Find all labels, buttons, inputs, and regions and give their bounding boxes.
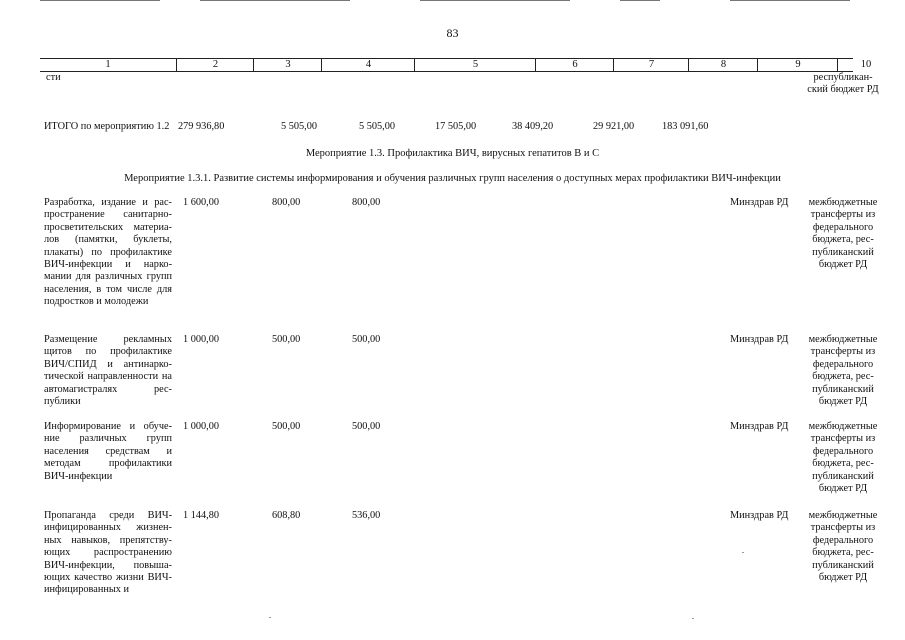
total-value-col7: 29 921,00 — [593, 121, 635, 132]
measure-value-col4: 500,00 — [352, 334, 381, 345]
total-value-col5: 17 505,00 — [435, 121, 477, 132]
scan-edge-line — [420, 0, 570, 1]
column-number-1: 1 — [105, 59, 111, 70]
total-value-col8: 183 091,60 — [662, 121, 709, 132]
measure-executor: Минздрав РД — [730, 334, 789, 345]
carryover-funding-source: республикан-ский бюджет РД — [807, 72, 879, 96]
measure-value-col3: 500,00 — [272, 421, 301, 432]
scan-speck — [692, 618, 694, 619]
column-number-5: 5 — [414, 59, 536, 71]
column-number-6: 6 — [535, 59, 614, 71]
column-number-9: 9 — [757, 59, 838, 71]
measure-value-col4: 536,00 — [352, 510, 381, 521]
column-number-row — [40, 58, 872, 72]
measure-funding-source: межбюджетные трансферты из федерального бюджета, рес-публиканский бюджет РД — [808, 334, 878, 408]
total-value-col3: 5 505,00 — [281, 121, 318, 132]
measure-text: Разработка, издание и рас-пространение санитарно-просветительских материа-лов (памятки, буклеты, плакаты) по профилактике ВИЧ-инфекции и нарко-мании для различных групп населения, в том числе для подростков и молодежи — [44, 197, 172, 308]
scan-edge-line — [730, 0, 850, 1]
measure-executor: Минздрав РД — [730, 197, 789, 208]
scan-edge-line — [40, 0, 160, 1]
total-row-label: ИТОГО по мероприятию 1.2 — [44, 121, 170, 132]
measure-funding-source: межбюджетные трансферты из федерального бюджета, рес-публиканский бюджет РД — [808, 197, 878, 271]
measure-text: Размещение рекламных щитов по профилактике ВИЧ/СПИД и антинарко-тической направленности на автомагистралях рес-публики — [44, 334, 172, 408]
total-value-col6: 38 409,20 — [512, 121, 554, 132]
page-number: 83 — [446, 26, 459, 40]
measure-funding-source: межбюджетные трансферты из федерального бюджета, рес-публиканский бюджет РД — [808, 421, 878, 495]
measure-funding-source: межбюджетные трансферты из федерального бюджета, рес-публиканский бюджет РД — [808, 510, 878, 584]
measure-value-col4: 500,00 — [352, 421, 381, 432]
measure-executor: Минздрав РД — [730, 421, 789, 432]
column-number-8: 8 — [688, 59, 758, 71]
measure-value-col4: 800,00 — [352, 197, 381, 208]
measure-value-col3: 608,80 — [272, 510, 301, 521]
measure-value-col3: 500,00 — [272, 334, 301, 345]
measure-total: 1 000,00 — [183, 421, 220, 432]
measure-total: 1 000,00 — [183, 334, 220, 345]
measure-text: Информирование и обуче-ние различных групп населения средствам и методам профилактики ВИЧ-инфекции — [44, 421, 172, 482]
column-number-7: 7 — [613, 59, 689, 71]
measure-executor: Минздрав РД — [730, 510, 789, 521]
measure-total: 1 144,80 — [183, 510, 220, 521]
total-value-col4: 5 505,00 — [359, 121, 396, 132]
section-heading: Мероприятие 1.3. Профилактика ВИЧ, вирусных гепатитов В и С — [305, 148, 600, 159]
measure-value-col3: 800,00 — [272, 197, 301, 208]
scan-speck — [742, 552, 744, 553]
scan-edge-line — [620, 0, 660, 1]
scan-edge-line — [200, 0, 350, 1]
column-number-10: 10 — [837, 59, 894, 71]
scan-speck — [269, 617, 271, 618]
measure-text: Пропаганда среди ВИЧ-инфицированных жизнен-ных навыков, препятству-ющих распространению ВИЧ-инфекции, повыша-ющих качество жизни ВИЧ-инфицированных и — [44, 510, 172, 596]
column-number-4: 4 — [321, 59, 415, 71]
total-value-col2: 279 936,80 — [178, 121, 225, 132]
carryover-measure-text: сти — [46, 72, 61, 83]
column-number-3: 3 — [253, 59, 322, 71]
measure-total: 1 600,00 — [183, 197, 220, 208]
subsection-heading: Мероприятие 1.3.1. Развитие системы информирования и обучения различных групп населения о доступных мерах профилактики ВИЧ-инфекции — [124, 173, 781, 184]
column-number-2: 2 — [176, 59, 254, 71]
